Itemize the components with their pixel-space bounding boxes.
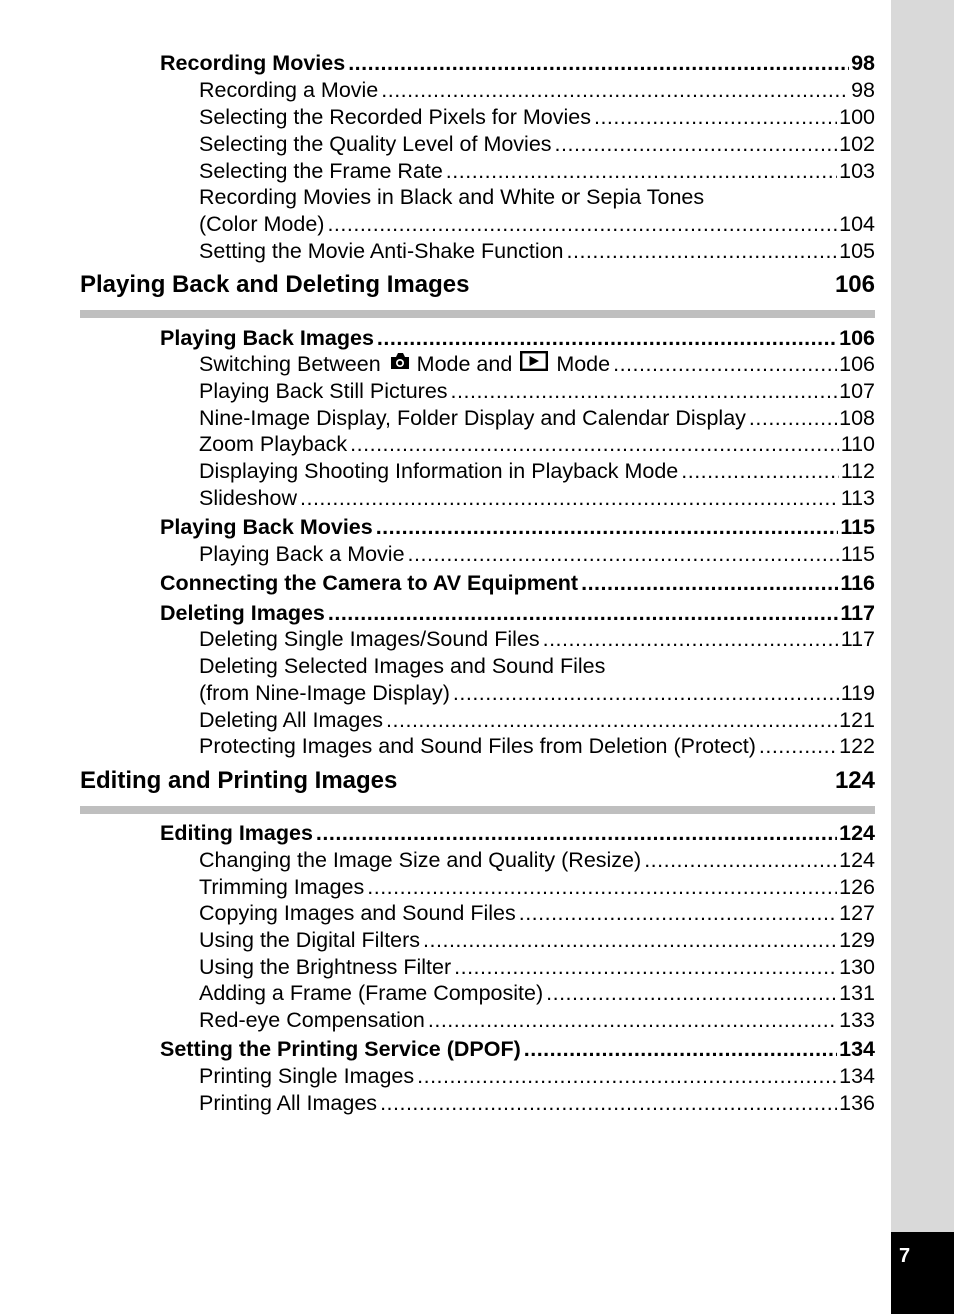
section-heading-editing-printing[interactable] xyxy=(80,766,875,796)
toc-entry[interactable] xyxy=(199,405,875,431)
toc-label: Deleting All Images xyxy=(199,708,384,732)
toc-page: 117 xyxy=(840,601,875,625)
toc-page: 115 xyxy=(840,542,875,566)
toc-page: 124 xyxy=(839,821,875,845)
toc-entry-connecting-av[interactable] xyxy=(160,570,875,596)
leader-dots xyxy=(327,211,837,237)
toc-label-part: Mode and xyxy=(416,352,513,376)
toc-label: Printing All Images xyxy=(199,1091,378,1115)
toc-label: Adding a Frame (Frame Composite) xyxy=(199,981,544,1005)
leader-dots xyxy=(644,847,837,873)
toc-entry[interactable] xyxy=(199,431,875,457)
leader-dots xyxy=(454,954,837,980)
toc-label: Displaying Shooting Information in Playback Mode xyxy=(199,459,679,483)
toc-label: Changing the Image Size and Quality (Resize) xyxy=(199,848,642,872)
toc-page: 98 xyxy=(851,51,875,75)
toc-page: 133 xyxy=(839,1008,875,1032)
toc-page: 134 xyxy=(839,1037,875,1061)
toc-label: Deleting Images xyxy=(160,601,325,625)
leader-dots xyxy=(376,514,839,540)
toc-entry[interactable] xyxy=(199,900,875,926)
toc-entry[interactable] xyxy=(199,238,875,264)
toc-entry[interactable] xyxy=(199,874,875,900)
toc-page: 113 xyxy=(840,486,875,510)
toc-page: 126 xyxy=(839,875,875,899)
leader-dots xyxy=(451,378,838,404)
toc-entry[interactable] xyxy=(199,980,875,1006)
toc-label-part: Mode xyxy=(556,352,611,376)
toc-entry-editing-images[interactable] xyxy=(160,820,875,846)
toc-page: 106 xyxy=(839,326,875,350)
section-title: Editing and Printing Images xyxy=(80,767,398,794)
leader-dots xyxy=(300,485,839,511)
leader-dots xyxy=(348,50,849,76)
toc-page: 129 xyxy=(839,928,875,952)
toc-label: Selecting the Recorded Pixels for Movies xyxy=(199,105,591,129)
camera-icon xyxy=(389,351,411,377)
toc-label: Trimming Images xyxy=(199,875,365,899)
toc-label: Selecting the Quality Level of Movies xyxy=(199,132,552,156)
toc-page: 130 xyxy=(839,955,875,979)
toc-label: Protecting Images and Sound Files from Deletion (Protect) xyxy=(199,734,756,758)
playback-icon xyxy=(520,351,548,377)
toc-page: 136 xyxy=(839,1091,875,1115)
toc-page: 100 xyxy=(839,105,875,129)
toc-page: 134 xyxy=(839,1064,875,1088)
leader-dots xyxy=(759,733,837,759)
section-heading-playing-back[interactable] xyxy=(80,270,875,300)
leader-dots xyxy=(749,405,837,431)
toc-page: 127 xyxy=(839,901,875,925)
toc-page: 112 xyxy=(840,459,875,483)
section-page: 106 xyxy=(834,271,875,298)
leader-dots xyxy=(524,1036,837,1062)
toc-entry[interactable] xyxy=(199,158,875,184)
toc-page: 106 xyxy=(839,352,875,376)
leader-dots xyxy=(613,351,837,377)
leader-dots xyxy=(453,680,839,706)
leader-dots xyxy=(543,626,839,652)
toc-entry[interactable] xyxy=(199,485,875,511)
toc-label: Playing Back a Movie xyxy=(199,542,405,566)
toc-entry[interactable] xyxy=(199,1007,875,1033)
leader-dots xyxy=(380,1090,837,1116)
toc-page: 98 xyxy=(851,78,875,102)
toc-entry[interactable] xyxy=(199,378,875,404)
leader-dots xyxy=(519,900,837,926)
leader-dots xyxy=(581,570,838,596)
toc-entry-line1[interactable] xyxy=(199,653,875,679)
toc-label: Recording a Movie xyxy=(199,78,379,102)
leader-dots xyxy=(408,541,839,567)
toc-page: 122 xyxy=(839,734,875,758)
toc-entry[interactable] xyxy=(199,707,875,733)
toc-page: 124 xyxy=(839,848,875,872)
leader-dots xyxy=(328,600,838,626)
toc-label: Using the Digital Filters xyxy=(199,928,421,952)
leader-dots xyxy=(316,820,837,846)
toc-page: 131 xyxy=(839,981,875,1005)
leader-dots xyxy=(446,158,837,184)
section-rule xyxy=(80,310,875,318)
toc-entry[interactable] xyxy=(199,131,875,157)
leader-dots xyxy=(555,131,838,157)
toc-entry[interactable] xyxy=(199,954,875,980)
toc-entry[interactable] xyxy=(199,104,875,130)
toc-label: Playing Back Still Pictures xyxy=(199,379,448,403)
leader-dots xyxy=(428,1007,837,1033)
toc-page: 102 xyxy=(839,132,875,156)
toc-label: Recording Movies in Black and White or Sepia Tones xyxy=(199,185,705,209)
toc-entry-recording-movies[interactable] xyxy=(160,50,875,76)
leader-dots xyxy=(350,431,839,457)
toc-label: Copying Images and Sound Files xyxy=(199,901,516,925)
toc-label: Setting the Printing Service (DPOF) xyxy=(160,1037,521,1061)
toc-label: Red-eye Compensation xyxy=(199,1008,425,1032)
toc-page: 117 xyxy=(840,627,875,651)
toc-label: Zoom Playback xyxy=(199,432,348,456)
toc-page: 116 xyxy=(840,571,875,595)
leader-dots xyxy=(594,104,837,130)
toc-entry[interactable] xyxy=(199,541,875,567)
toc-label: Selecting the Frame Rate xyxy=(199,159,443,183)
toc-entry-printing-service[interactable] xyxy=(160,1036,875,1062)
toc-label: Deleting Single Images/Sound Files xyxy=(199,627,540,651)
toc-entry[interactable] xyxy=(199,1063,875,1089)
leader-dots xyxy=(546,980,837,1006)
page-number: 7 xyxy=(899,1245,911,1267)
section-page: 124 xyxy=(834,767,875,794)
toc-label: Nine-Image Display, Folder Display and Calendar Display xyxy=(199,406,746,430)
toc-entry-line1[interactable] xyxy=(199,184,875,210)
toc-page: 110 xyxy=(840,432,875,456)
side-strip xyxy=(891,0,954,1314)
toc-page: 105 xyxy=(839,239,875,263)
toc-entry[interactable] xyxy=(199,1090,875,1116)
toc-page: 107 xyxy=(839,379,875,403)
toc-entry[interactable] xyxy=(199,733,875,759)
toc-entry[interactable] xyxy=(199,458,875,484)
toc-label: (Color Mode) xyxy=(199,212,325,236)
leader-dots xyxy=(417,1063,837,1089)
toc-page: 104 xyxy=(839,212,875,236)
leader-dots xyxy=(681,458,838,484)
toc-entry[interactable] xyxy=(199,211,875,237)
toc-entry[interactable] xyxy=(199,351,875,377)
toc-page: 121 xyxy=(839,708,875,732)
toc-entry[interactable] xyxy=(199,927,875,953)
toc-entry[interactable] xyxy=(199,847,875,873)
leader-dots xyxy=(386,707,837,733)
leader-dots xyxy=(377,325,837,351)
toc-page: 108 xyxy=(839,406,875,430)
toc-label: Connecting the Camera to AV Equipment xyxy=(160,571,579,595)
toc-label: Recording Movies xyxy=(160,51,346,75)
toc-label: Slideshow xyxy=(199,486,297,510)
toc-label: Playing Back Images xyxy=(160,326,374,350)
leader-dots xyxy=(381,77,849,103)
toc-entry[interactable] xyxy=(199,680,875,706)
leader-dots xyxy=(367,874,837,900)
section-title: Playing Back and Deleting Images xyxy=(80,271,470,298)
toc-entry-deleting-images[interactable] xyxy=(160,600,875,626)
leader-dots xyxy=(567,238,838,264)
toc-page: 115 xyxy=(840,515,875,539)
toc-label: Deleting Selected Images and Sound Files xyxy=(199,654,606,678)
toc-entry[interactable] xyxy=(199,77,875,103)
toc-label: Printing Single Images xyxy=(199,1064,415,1088)
toc-label: Playing Back Movies xyxy=(160,515,373,539)
leader-dots xyxy=(423,927,837,953)
toc-label: Setting the Movie Anti-Shake Function xyxy=(199,239,564,263)
toc-entry-playing-back-movies[interactable] xyxy=(160,514,875,540)
toc-page: 119 xyxy=(840,681,875,705)
toc-label: Editing Images xyxy=(160,821,313,845)
toc-entry-playing-back-images[interactable] xyxy=(160,325,875,351)
toc-label-part: Switching Between xyxy=(199,352,381,376)
section-rule xyxy=(80,806,875,814)
toc-label: Using the Brightness Filter xyxy=(199,955,452,979)
toc-label: (from Nine-Image Display) xyxy=(199,681,450,705)
toc-page: 103 xyxy=(839,159,875,183)
toc-entry[interactable] xyxy=(199,626,875,652)
